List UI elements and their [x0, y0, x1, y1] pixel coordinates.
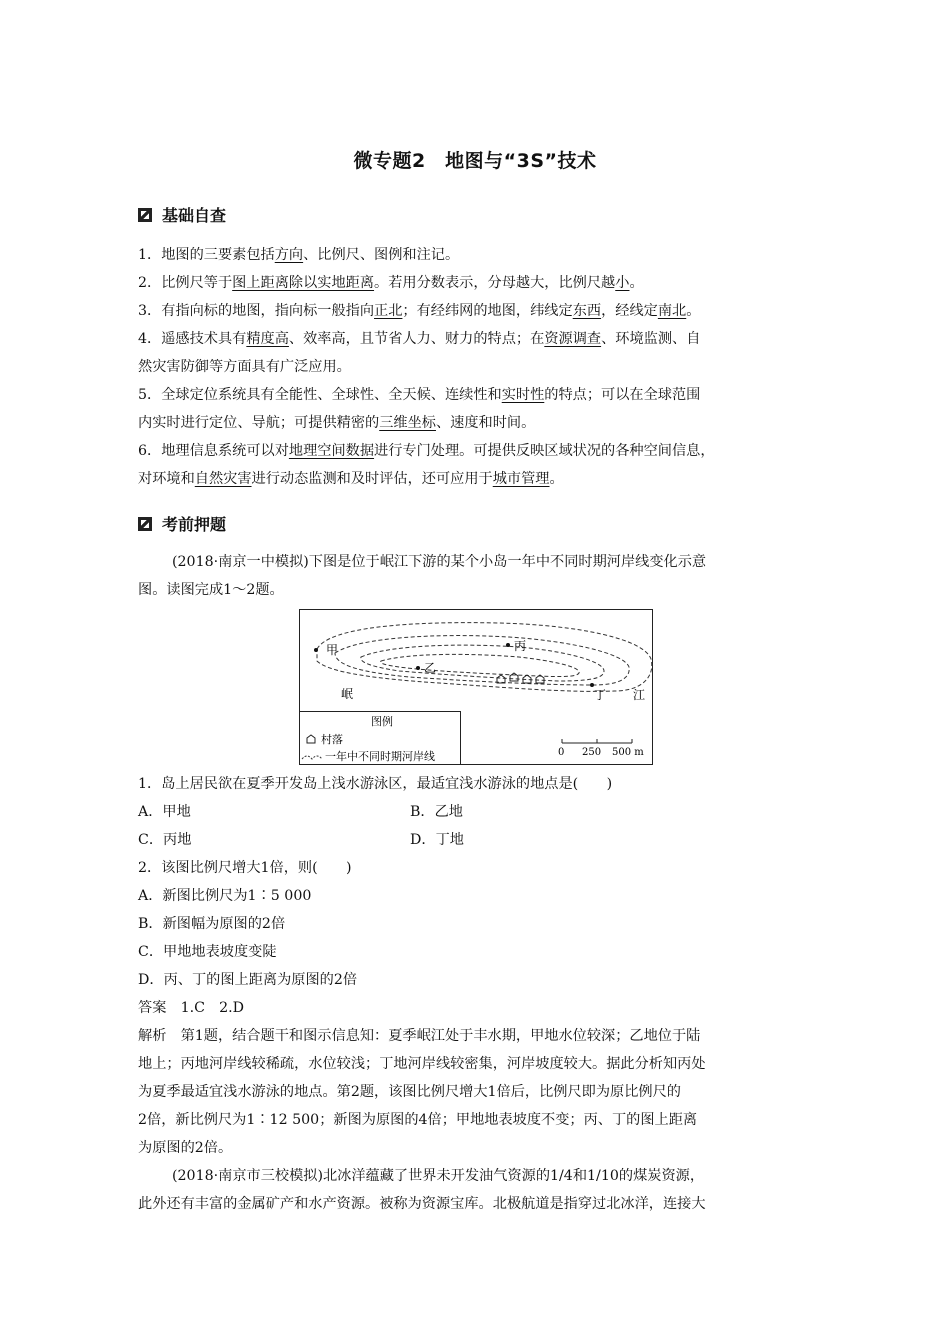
- intro-line: (2018·南京市三校模拟)北冰洋蕴藏了世界未开发油气资源的1/4和1/10的煤炭资源，: [172, 1168, 705, 1184]
- legend-shoreline: 一年中不同时期河岸线: [325, 750, 435, 763]
- item-text: 、速度和时间。: [435, 415, 536, 431]
- q1-option-a: A．甲地: [138, 804, 191, 820]
- answer-line: 答案 1.C 2.D: [138, 1000, 245, 1016]
- underlined-answer: 资源调查: [544, 331, 602, 347]
- section-marker-icon: [138, 517, 152, 531]
- item-text: 。: [549, 471, 564, 487]
- section-heading-practice: [138, 512, 226, 535]
- underlined-answer: 正北: [374, 303, 403, 319]
- item-text: 。: [686, 303, 701, 319]
- legend-village: 村落: [321, 733, 343, 746]
- underlined-answer: 精度高: [246, 331, 289, 347]
- basics-item-6b: [138, 469, 828, 489]
- question-2: 2．该图比例尺增大1倍，则( ): [138, 860, 352, 876]
- item-text: 、效率高，且节省人力、财力的特点；在: [288, 331, 545, 347]
- item-text: 对环境和: [138, 471, 195, 487]
- underlined-answer: 实时性: [501, 387, 545, 403]
- analysis-line: 解析 第1题，结合题干和图示信息知：夏季岷江处于丰水期，甲地水位较深；乙地位于陆: [138, 1028, 701, 1044]
- intro-line: (2018·南京一中模拟)下图是位于岷江下游的某个小岛一年中不同时期河岸线变化示意: [172, 554, 707, 570]
- item-text: ，经线定: [601, 303, 658, 319]
- q2-option-d: D．丙、丁的图上距离为原图的2倍: [138, 972, 358, 988]
- item-text: 然灾害防御等方面具有广泛应用。: [138, 359, 351, 375]
- item-text: 3．有指向标的地图，指向标一般指向: [138, 303, 375, 319]
- item-text: 进行专门处理。可提供反映区域状况的各种空间信息，: [374, 443, 715, 459]
- item-text: 6．地理信息系统可以对: [138, 443, 289, 459]
- item-text: 进行动态监测和及时评估，还可应用于: [251, 471, 493, 487]
- q1-option-b: B．乙地: [410, 804, 463, 820]
- analysis-line: 2倍，新比例尺为1∶12 500；新图为原图的4倍；甲地地表坡度不变；丙、丁的图上距离: [138, 1112, 698, 1128]
- scale-label: 250: [582, 747, 602, 758]
- scale-label: 0: [558, 747, 565, 758]
- analysis-line: 为原图的2倍。: [138, 1140, 233, 1156]
- map-label-ding: 丁: [594, 688, 607, 702]
- item-text: ；有经纬网的地图，纬线定: [402, 303, 573, 319]
- map-label-yi: 乙: [424, 661, 437, 675]
- item-text: 、环境监测、自: [601, 331, 701, 347]
- underlined-answer: 城市管理: [492, 471, 550, 487]
- basics-item-4a: [138, 329, 828, 349]
- underlined-answer: 小: [615, 275, 630, 291]
- item-text: 2．比例尺等于: [138, 275, 233, 291]
- intro-line: 图。读图完成1～2题。: [138, 582, 284, 598]
- map-label-jia: 甲: [326, 643, 339, 657]
- basics-item-3: [138, 301, 828, 321]
- underlined-answer: 图上距离除以实地距离: [232, 275, 375, 291]
- item-text: 内实时进行定位、导航；可提供精密的: [138, 415, 380, 431]
- map-label-bing: 丙: [514, 639, 527, 653]
- section-heading-basics: [138, 203, 226, 226]
- item-text: 。: [629, 275, 644, 291]
- analysis-line: 地上；丙地河岸线较稀疏，水位较浅；丁地河岸线较密集，河岸坡度较大。据此分析知丙处: [138, 1056, 706, 1072]
- item-text: 的特点；可以在全球范围: [544, 387, 701, 403]
- section-title: 考前押题: [162, 515, 227, 534]
- item-text: 。若用分数表示，分母越大，比例尺越: [374, 275, 616, 291]
- map-label-jiang: 江: [633, 688, 646, 702]
- underlined-answer: 自然灾害: [194, 471, 252, 487]
- q1-option-c: C．丙地: [138, 832, 192, 848]
- item-text: 4．遥感技术具有: [138, 331, 247, 347]
- q1-option-d: D．丁地: [410, 832, 464, 848]
- basics-item-5b: [138, 413, 828, 433]
- intro-line: 此外还有丰富的金属矿产和水产资源。被称为资源宝库。北极航道是指穿过北冰洋，连接大: [138, 1196, 706, 1212]
- page-title: 微专题2 地图与“3S”技术: [353, 150, 597, 172]
- underlined-answer: 东西: [572, 303, 602, 319]
- river-island-map: [299, 609, 653, 765]
- q2-option-c: C．甲地地表坡度变陡: [138, 944, 277, 960]
- item-text: 、比例尺、图例和注记。: [303, 247, 460, 263]
- underlined-answer: 南北: [657, 303, 687, 319]
- q2-option-b: B．新图幅为原图的2倍: [138, 916, 286, 932]
- item-text: 5．全球定位系统具有全能性、全球性、全天候、连续性和: [138, 387, 502, 403]
- underlined-answer: 三维坐标: [379, 415, 436, 431]
- item-text: 1．地图的三要素包括: [138, 247, 275, 263]
- basics-item-1: [138, 245, 828, 265]
- section-title: 基础自查: [162, 206, 227, 225]
- question-1: 1．岛上居民欲在夏季开发岛上浅水游泳区，最适宜浅水游泳的地点是( ): [138, 776, 613, 792]
- underlined-answer: 地理空间数据: [288, 443, 375, 459]
- basics-item-6a: [138, 441, 828, 461]
- basics-item-5a: [138, 385, 828, 405]
- underlined-answer: 方向: [274, 247, 304, 263]
- basics-item-4b: [138, 357, 828, 377]
- basics-item-2: [138, 273, 828, 293]
- analysis-line: 为夏季最适宜浅水游泳的地点。第2题，该图比例尺增大1倍后，比例尺即为原比例尺的: [138, 1084, 681, 1100]
- map-label-min: 岷: [341, 687, 354, 701]
- legend-title: 图例: [371, 715, 393, 728]
- section-marker-icon: [138, 208, 152, 222]
- scale-label: 500 m: [612, 747, 644, 758]
- q2-option-a: A．新图比例尺为1∶5 000: [138, 888, 312, 904]
